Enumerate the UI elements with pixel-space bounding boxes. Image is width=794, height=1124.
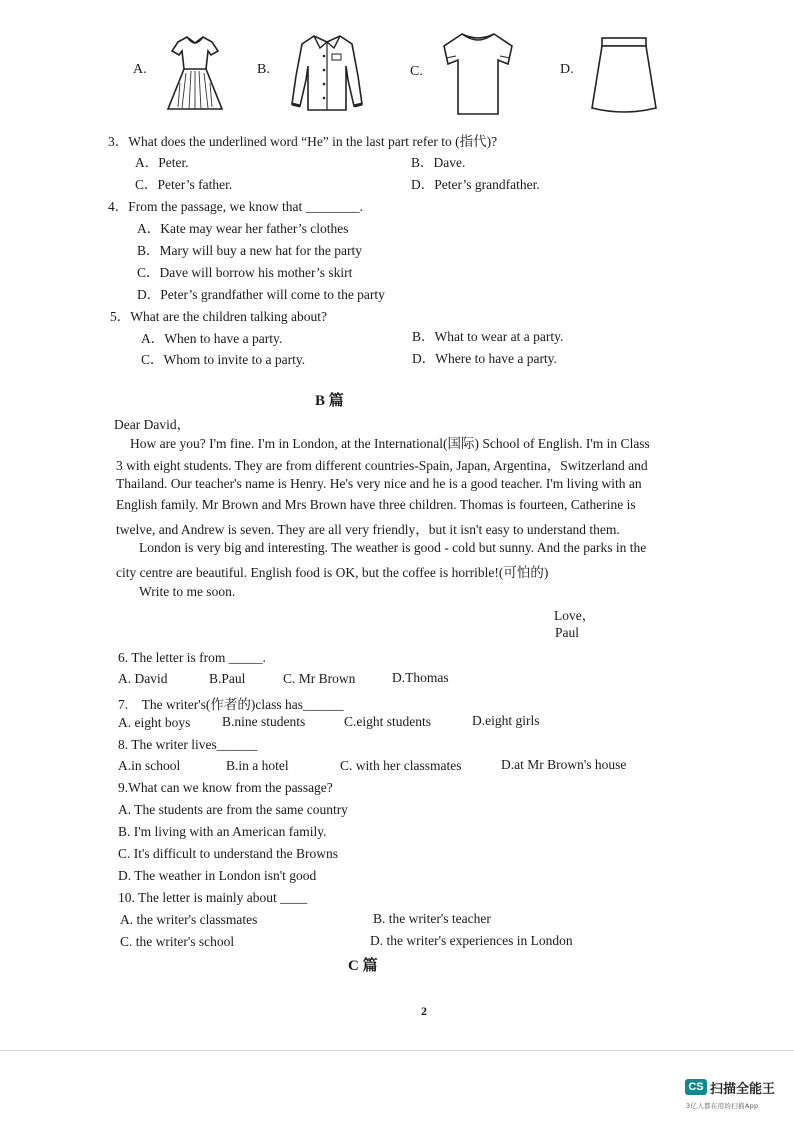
dress-icon	[160, 33, 230, 113]
question-9-option-d: D. The weather in London isn't good	[118, 868, 317, 883]
question-8-option-a: A.in school	[118, 758, 181, 773]
question-10-option-b: B. the writer's teacher	[373, 911, 491, 926]
picture-option-a-label: A.	[133, 62, 147, 77]
question-9-stem: 9.What can we know from the passage?	[118, 780, 333, 795]
question-3-option-d: D．Peter’s grandfather.	[411, 177, 540, 192]
question-6-stem: 6. The letter is from _____.	[118, 650, 266, 665]
question-3-option-c: C．Peter’s father.	[135, 177, 233, 192]
question-10-stem: 10. The letter is mainly about ____	[118, 890, 308, 905]
question-10-option-d: D. the writer's experiences in London	[370, 933, 573, 948]
letter-paragraph-1-line: 3 with eight students. They are from different countries-Spain, Japan, Argentina，Switzerland and	[116, 458, 648, 473]
question-5-option-b: B．What to wear at a party.	[412, 329, 564, 344]
letter-paragraph-3: Write to me soon.	[139, 584, 236, 599]
skirt-icon	[586, 36, 662, 116]
picture-option-c-label: C.	[410, 64, 423, 79]
section-c-title: C 篇	[348, 958, 378, 974]
question-7-option-a: A. eight boys	[118, 715, 191, 730]
letter-paragraph-1-line: twelve, and Andrew is seven. They are all very friendly，but it isn't easy to understand them.	[116, 522, 620, 537]
letter-paragraph-2-line: city centre are beautiful. English food is OK, but the coffee is horrible!(可怕的)	[116, 565, 549, 580]
question-9-option-a: A. The students are from the same country	[118, 802, 348, 817]
letter-closing: Love，	[554, 608, 596, 623]
question-3-option-a: A．Peter.	[135, 155, 189, 170]
question-10-option-c: C. the writer's school	[120, 934, 235, 949]
question-6-option-c: C. Mr Brown	[283, 671, 356, 686]
tshirt-icon	[438, 30, 518, 116]
picture-option-d-label: D.	[560, 62, 574, 77]
shirt-icon	[284, 30, 370, 112]
watermark-tagline: 3亿人都在用的扫描App	[686, 1102, 759, 1110]
question-7-option-d: D.eight girls	[472, 713, 540, 728]
letter-paragraph-2-line: London is very big and interesting. The weather is good - cold but sunny. And the parks in the	[139, 540, 647, 555]
question-5-stem: 5．What are the children talking about?	[110, 309, 328, 324]
question-5-option-d: D．Where to have a party.	[412, 351, 557, 366]
question-5-option-a: A．When to have a party.	[141, 331, 283, 346]
page-bottom-edge	[0, 1050, 794, 1051]
question-7-option-b: B.nine students	[222, 714, 306, 729]
question-4-option-c: C．Dave will borrow his mother’s skirt	[137, 265, 353, 280]
question-8-option-b: B.in a hotel	[226, 758, 289, 773]
question-3-option-b: B．Dave.	[411, 155, 466, 170]
letter-greeting: Dear David，	[114, 417, 191, 432]
question-4-stem: 4．From the passage, we know that ________.	[108, 199, 363, 214]
question-7-option-c: C.eight students	[344, 714, 431, 729]
question-6-option-d: D.Thomas	[392, 670, 449, 685]
question-3-stem: 3．What does the underlined word “He” in the last part refer to (指代)?	[108, 134, 498, 149]
page-number: 2	[421, 1004, 427, 1018]
watermark-app-name: 扫描全能王	[710, 1082, 776, 1097]
question-8-option-d: D.at Mr Brown's house	[501, 757, 627, 772]
question-6-option-a: A. David	[118, 671, 168, 686]
question-4-option-a: A．Kate may wear her father’s clothes	[137, 221, 349, 236]
question-6-option-b: B.Paul	[209, 671, 246, 686]
question-9-option-b: B. I'm living with an American family.	[118, 824, 327, 839]
question-4-option-d: D．Peter’s grandfather will come to the party	[137, 287, 385, 302]
question-7-stem: 7. The writer's(作者的)class has______	[118, 697, 344, 712]
letter-paragraph-1-line: How are you? I'm fine. I'm in London, at the International(国际) School of English. I'm in Class	[130, 436, 650, 451]
question-8-option-c: C. with her classmates	[340, 758, 462, 773]
letter-signature: Paul	[555, 625, 580, 640]
question-8-stem: 8. The writer lives______	[118, 737, 258, 752]
letter-paragraph-1-line: English family. Mr Brown and Mrs Brown have three children. Thomas is fourteen, Catherine is	[116, 497, 636, 512]
question-9-option-c: C. It's difficult to understand the Browns	[118, 846, 339, 861]
question-10-option-a: A. the writer's classmates	[120, 912, 258, 927]
camscanner-logo-icon: CS	[685, 1079, 707, 1095]
question-5-option-c: C．Whom to invite to a party.	[141, 352, 306, 367]
letter-paragraph-1-line: Thailand. Our teacher's name is Henry. He's very nice and he is a good teacher. I'm living with an	[116, 476, 642, 491]
question-4-option-b: B．Mary will buy a new hat for the party	[137, 243, 362, 258]
section-b-title: B 篇	[315, 393, 344, 409]
picture-option-b-label: B.	[257, 62, 270, 77]
